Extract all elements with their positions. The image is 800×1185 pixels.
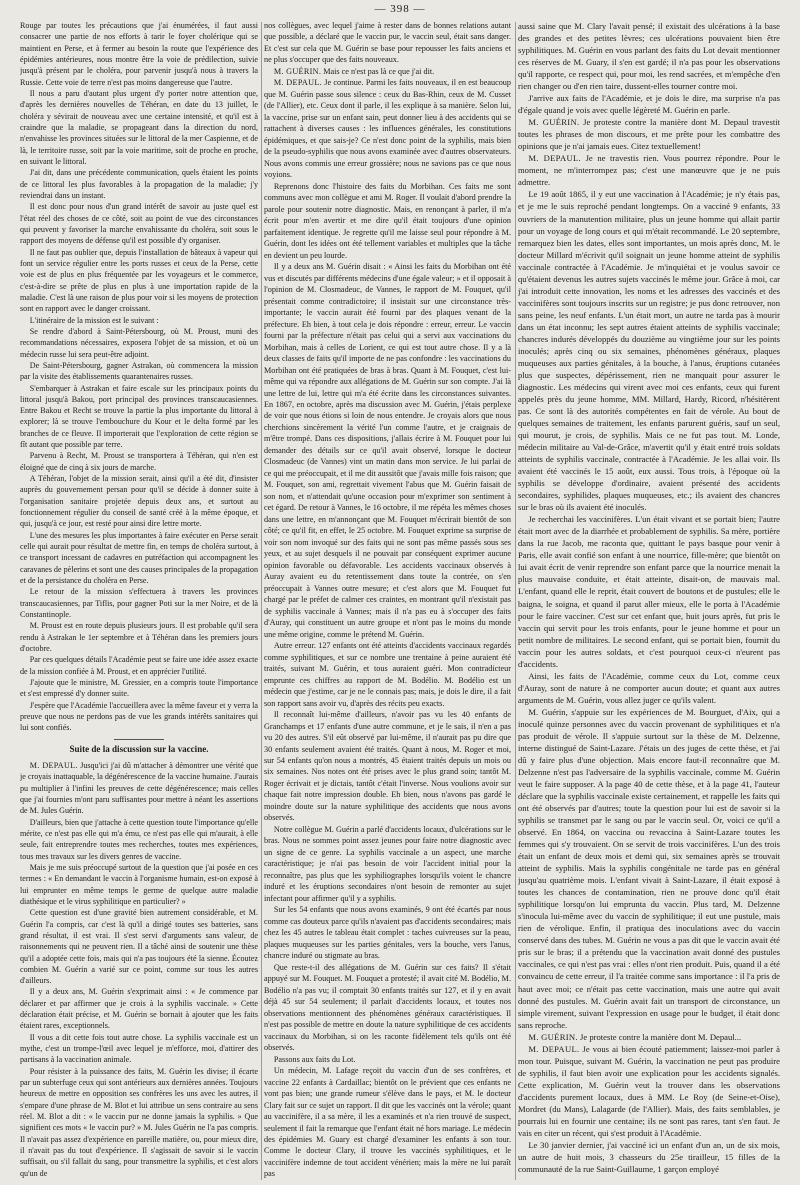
paragraph	[264, 904, 511, 961]
paragraph-text: Je ne travestis rien. Vous pourrez répondre. Pour le moment, ne m'interrompez pas; c'est une manœuvre que je ne puis admettre.	[518, 153, 780, 188]
paragraph	[20, 1066, 258, 1179]
paragraph-text: Passons aux faits du Lot.	[273, 1054, 356, 1064]
text-column-3	[518, 20, 780, 1182]
paragraph	[20, 760, 258, 817]
paragraph	[20, 530, 258, 587]
paragraph-text: Cette question est d'une gravité bien autrement considérable, et M. Guérin l'a compris, car c'est là qu'il a dirigé toutes ses batteries, sans grand résultat, il est vrai. Il s'est servi d'arguments sans valeur, de raisonnements qui ne peuvent rien. Il a tâché ainsi de soutenir une thèse qu'il a adoptée cette fois, mais qui n'a pas toujours été la sienne. Écoutez combien M. Guérin a varié sur ce point, comme sur tous les autres d'ailleurs.	[20, 908, 258, 986]
speaker-name: M. GUÉRIN.	[528, 117, 580, 128]
section-heading-block	[20, 739, 258, 756]
paragraph	[20, 473, 258, 530]
paragraph-text: aussi saine que M. Clary l'avait pensé; il existait des ulcérations à la base des grandes et des petites lèvres; ces ulcérations pouvaient bien être syphilitiques. M. Guérin en vous parlant des faits du Lot devait mentionner ces réserves de M. Guary, il s'en est gardé; il n'a pas pour les observations qu'il rapporte, ce respect qui, pour moi, les rend sacrées, et m'empêche d'en rien changer ou d'en rien taire, dussent-elles tourner contre moi.	[518, 21, 780, 92]
paragraph-text: M. Proust est en route depuis plusieurs jours. Il est probable qu'il sera rendu à Astrakan le 1er septembre et à Téhéran dans les premiers jours d'octobre.	[20, 621, 258, 654]
paragraph	[264, 261, 511, 640]
paragraph	[518, 188, 780, 513]
paragraph	[20, 907, 258, 986]
paragraph	[518, 513, 780, 669]
paragraph	[264, 20, 511, 66]
paragraph-text: Il ne faut pas oublier que, depuis l'installation de bâteaux à vapeur qui font un service régulier entre les ports russes et ceux de la Perse, cette voie est de plus en plus fréquentée par les voyageurs et le commerce, c'est-à-dire se prête de plus en plus à une importation rapide de la maladie. C'est là une raison de plus pour voir si les moyens de protection sont en rapport avec le danger croissant.	[20, 247, 258, 314]
paragraph-text: Parvenu à Recht, M. Proust se transportera à Téhéran, qui n'en est éloigné que de cinq à six jours de marche.	[20, 451, 258, 472]
paragraph-text: Il vous a dit cette fois tout autre chose. La syphilis vaccinale est un mythe, c'est un trompe-l'œil avec lequel je m'efforce, moi, d'attirer des partisans à la vaccination animale.	[20, 1032, 258, 1065]
paragraph-text: Un médecin, M. Lafage reçoit du vaccin d'un de ses confrères, et vaccine 22 enfants à Cardaillac; bientôt on le prévient que ces enfants ne vont pas bien; une grande rumeur s'élève dans le pays, et M. le docteur Clary fait sur ce sujet un rapport. Il dit que les vaccinés ont la vérole; quant au vaccinifère, il a sa mère, il les a examinés et n'a rien trouvé de suspect, seulement il fait la remarque que l'enfant était né hors mariage. Le médecin des épidémies M. Guary est chargé d'examiner les enfants à son tour. Comme le docteur Clary, il trouve les vaccinés syphilitiques, et le vaccinifère indemne de tout accident vénérien; mais la mère ne lui paraît pas	[264, 1066, 511, 1179]
paragraph	[20, 586, 258, 620]
paragraph-text: Il y a deux ans, M. Guérin s'exprimait ainsi : « Je commence par déclarer et par affirmer que je crois à la syphilis vaccinale. » Cette déclaration était précise, et M. Guérin se bornait à ajouter que les faits étaient rares, exceptionnels.	[20, 987, 258, 1031]
paragraph-text: Mais ce n'est pas là ce que j'ai dit.	[323, 66, 435, 76]
paragraph	[518, 152, 780, 188]
text-column-2	[264, 20, 511, 1182]
paragraph-text: Que reste-t-il des allégations de M. Guérin sur ces faits? Il s'était appuyé sur M. Fouquet. M. Fouquet a protesté; il avait cité M. Bodélio, M. Bodélio n'a pas vu; il comptait 30 enfants traités sur 127, et il y en avait déjà 45 sur 54 seulement; il parlait d'accidents locaux, et toutes nos observations mentionnent des phénomènes généraux caractéristiques. Il n'est pas possible de mettre en doute la nature syphilitique de ces accidents vaccinaux du Morbihan, si on les raconte fidèlement tels qu'ils ont été observés.	[264, 962, 511, 1053]
speaker-name: M. DEPAUL.	[528, 153, 581, 164]
paragraph-text: Je proteste contre la manière dont M. Depaul travestit toutes les phrases de mon discours, et me prête pour les combattre des opinions que je n'ai jamais eues. Citez textuellement!	[518, 117, 780, 152]
paragraph-text: De Saint-Pétersbourg, gagner Astrakan, où commencera la mission par la visite des établissements quarantenaires russes.	[20, 360, 258, 382]
speaker-name: M. DEPAUL.	[29, 760, 78, 770]
paragraph-text: Il nous a paru d'autant plus urgent d'y porter notre attention que, d'après les dernières nouvelles de Téhéran, en date du 13 juillet, le choléra y sévirait de nouveau avec une certaine intensité, et qu'il est à craindre que la maladie, se propageant dans la direction du nord, n'envahisse les provinces situées sur le littoral de la mer Caspienne, et de là, le territoire russe, soit par la voie maritime, soit de proche en proche, en suivant le littoral.	[20, 88, 258, 166]
paragraph	[518, 116, 780, 152]
paragraph	[264, 824, 511, 904]
text-column-1	[20, 20, 258, 1182]
paragraph-text: Il y a deux ans M. Guérin disait : « Ainsi les faits du Morbihan ont été vus et discutés par différents médecins d'une égale valeur; » et il opposait à l'opinion de M. Closmadeuc, de Vannes, le rapport de M. Fouquet, qu'il présentait comme contradictoire; il insistait sur une circonstance très-importante; le vaccin aurait été fourni par des plaques venant de la préfecture. Eh bien, à tout cela je dois répondre : erreur, erreur. Le vaccin fourni par la préfecture n'était pas celui qui a servi aux vaccinations du Morbihan, mais à celles de Lorient, ce qui est tout autre chose. Il y a là deux classes de faits qu'il importe de ne pas confondre : les vaccinations du Morbihan ont été pratiquées de bras à bras. Quant à M. Fouquet, c'est lui-même qui va répondre aux allégations de M. Guérin sur son compte. J'ai là une lettre de lui, lettre qui m'a été écrite dans les circonstances suivantes. En 1867, en octobre, après ma discussion avec M. Guérin, j'étais perplexe de voir que nous étions si loin de nous entendre. Je croyais alors que nous cherchions sincèrement la vérité l'un comme l'autre, et je craignais de m'être trompé. Dans ces dispositions, j'allais écrire à M. Fouquet pour lui demander des détails sur ce qu'il avait observé, lorsque le docteur Closmadeuc (de Vannes) vint un matin dans mon service. Je lui parlai de ce qui me préoccupait, et il me dit aussitôt que j'avais mille fois raison; que M. Fouquet, son ami, regrettait vivement l'abus que M. Guérin faisait de son nom, et n'attendait qu'une occasion pour m'exprimer son sentiment à cet égard. De retour à Vannes, le 16 octobre, il me répéta les mêmes choses dans une lettre, en m'annonçant que M. Fouquet m'écrirait bientôt de son côté; ce qu'il fit, en effet, le 25 octobre. M. Fouquet exprime sa surprise de voir son nom invoqué sur des faits qui ne sont pas même passés sous ses yeux, et au sujet desquels il ne pouvait par conséquent exprimer aucune opinion favorable ou défavorable. Les accidents vaccinaux observés à Auray avaient eu du retentissement dans toute la contrée, on s'en préoccupait à Vannes outre mesure; et c'est alors que M. Fouquet fut chargé par le préfet de calmer ces craintes, en montrant qu'il n'existait pas de syphilis vaccinale à Vannes; mais il n'a pas eu à s'occuper des faits d'Auray, qui constituent un autre groupe et n'ont pas le moins du monde une même origine, comme le prétend M. Guérin.	[264, 262, 511, 639]
paragraph-text: A Téhéran, l'objet de la mission serait, ainsi qu'il a été dit, d'insister auprès du gouvernement persan pour qu'il se décide à donner suite à l'organisation sanitaire projetée depuis deux ans, et surtout au fonctionnement régulier du conseil de santé créé à la même époque, et qui, jusqu'à ce jour, est resté pour ainsi dire lettre morte.	[20, 474, 258, 529]
paragraph-text: Je proteste contre la manière dont M. Depaul...	[580, 1031, 742, 1042]
paragraph	[20, 247, 258, 315]
paragraph	[264, 640, 511, 709]
paragraph-text: Se rendre d'abord à Saint-Pétersbourg, où M. Proust, muni des recommandations nécessaires, exposera l'objet de sa mission, et où un médecin russe lui sera peut-être adjoint.	[20, 326, 258, 359]
paragraph	[20, 450, 258, 473]
paragraph-text: Je vous ai bien écouté patiemment; laissez-moi parler à mon tour. Puisque, suivant M. Guérin, la vaccination ne peut pas produire de syphilis, il faut bien avoir une explication pour les accidents signalés. Cette explication, M. Guérin veut la trouver dans les observations d'accidents purement locaux, dues à MM. Le Roy (de Seine-et-Oise), Mordret (du Mans), Lalagarde (de l'Allier). Mais, des faits semblables, je pourrais lui en fournir une centaine; ils ne sont pas rares, tant s'en faut. Je vais en citer un récent, qui s'est produit à l'Académie.	[518, 1043, 780, 1138]
paragraph	[20, 700, 258, 734]
paragraph-text: M. Guérin, s'appuie sur les expériences de M. Bourguet, d'Aix, qui a inoculé quinze personnes avec du vaccin provenant de syphilitiques et n'a pas produit de vérole. Il s'appuie surtout sur la thèse de M. Delzenne, interne distingué de Saint-Lazare. J'étais un des juges de cette thèse, et j'ai dû y faire plus d'une objection. Mais encore faut-il reconnaître que M. Delzenne n'est pas l'adversaire de la syphilis vaccinale, comme M. Guérin veut le faire supposer. A la page 40 de cette thèse, et à la page 41, l'auteur déclare que la syphilis vaccinale existe certainement, et rappelle les faits qui ont été observés par d'autres; toute la question pour lui est de savoir si la syphilis se transmet par le sang ou par le vaccin seul. Or, voici ce qu'il a observé. En 1864, on vaccina ou revaccina à Saint-Lazare toutes les femmes qui s'y trouvaient. On se servit de trois vaccinifères. L'un des trois était un enfant de deux mois et demi qui, six semaines après se trouvait atteint de syphilis. Mais la syphilis congénitale ne tarde pas en général jusqu'au quatrième mois. L'enfant vivait à Saint-Lazare, il était exposé à toutes les chances de contamination, rien ne prouve donc qu'il était syphilitique lorsqu'on lui emprunta du vaccin. Plus tard, M. Delzenne s'inocula lui-même avec du vaccin de syphilitique; il eut une pustule, mais rien de vérolique. Enfin, il pratiqua des inoculations avec du vaccin conservé dans des tubes. M. Guérin ne vous a pas dit que le vaccin avait été pris sur le bras; il a prétendu que la vaccination avait donné des pustules vaccinales, ce qui n'est pas vrai : elles n'ont rien produit. Puis, quand il a été convaincu de cette erreur, il l'a traitée comme sans importance : il l'a pris de haut avec moi; ce n'était pas cette vaccination, mais une autre qui avait donné des pustules. M. Guérin avait fait un transport de circonstance, un simple virement, suivant l'expression en usage pour le budget, il était donc sans reproche.	[518, 706, 780, 1030]
paragraph	[20, 326, 258, 360]
paragraph-text: Je continue. Parmi les faits nouveaux, il en est beaucoup que M. Guérin passe sous silence : ceux du Bas-Rhin, ceux de M. Cusset (de l'Allier), etc. Ceux dont il parle, il les explique à sa manière. Selon lui, la vaccine, prise sur un enfant sain, peut donner lieu à des accidents qui se rattachent à diverses causes : les influences générales, les constitutions épidémiques, et que sais-je? Ce n'est donc point de la syphilis, mais bien de la pseudo-syphilis que nous avons examinée avec d'autres observateurs. Nous avons commis une erreur grossière; nous ne savions pas ce que nous voyions.	[264, 78, 511, 180]
section-heading: Suite de la discussion sur la vaccine.	[69, 744, 209, 755]
speaker-name: M. DEPAUL.	[528, 1043, 580, 1054]
paragraph	[20, 1032, 258, 1066]
paragraph-text: D'ailleurs, bien que j'attache à cette question toute l'importance qu'elle mérite, ce n'est pas elle qui m'a ému, ce n'est pas elle qui m'aurait, à elle seule, fait entreprendre toutes mes recherches, toutes mes expériences, tous mes travaux sur les divers genres de vaccine.	[20, 817, 258, 861]
paragraph-text: J'espère que l'Académie l'accueillera avec la même faveur et y verra la preuve que nous ne perdons pas de vue les grands intérêts sanitaires qui lui sont confiés.	[20, 700, 258, 733]
paragraph	[20, 862, 258, 907]
paragraph	[264, 709, 511, 824]
paragraph	[20, 20, 258, 88]
paragraph	[264, 1065, 511, 1180]
column-divider	[261, 22, 262, 1180]
paragraph-text: nos collègues, avec lequel j'aime à rester dans de bonnes relations autant que possible, a déclaré que le vaccin pur, le vaccin seul, était sans danger. Et c'est sur cela que M. Guérin se base pour repousser les faits anciens et ne plus s'occuper que des faits nouveaux.	[264, 21, 511, 65]
paragraph-text: Ainsi, les faits de l'Académie, comme ceux du Lot, comme ceux d'Auray, sont de nature à ne comporter aucun doute; et quant aux autres arguments de M. Guérin, vous allez juger ce qu'ils valent.	[518, 670, 780, 705]
paragraph-text: Reprenons donc l'histoire des faits du Morbihan. Ces faits me sont communs avec mon collègue et ami M. Roger. Il voulait d'abord prendre la parole pour soutenir notre diagnostic. Mais, en renonçant à parler, il m'a écrit pour m'en avertir et me dire qu'il était toujours d'une opinion parfaitement identique. Je regrette qu'il me laisse seul pour répondre à M. Guérin, dont les idées ont été tellement variables et multiples que la tâche en devient un peu lourde.	[264, 181, 511, 260]
paragraph	[20, 201, 258, 246]
paragraph-text: Pour résister à la puissance des faits, M. Guérin les divise; il écarte par un subterfuge ceux qui sont antérieurs aux dernières années. Toujours heureux de mettre en opposition ses confrères les uns avec les autres, il s'empare d'une phrase de M. Blot et lui attribue un sens contraire au sens réel. M. Blot a dit : « le vaccin pur ne donne jamais la syphilis. » Que signifient ces mots « le vaccin pur? » M. Jules Guérin ne l'a pas compris. Il n'avait pas assez d'expérience en pareille matière, ou, pour mieux dire, il n'avait pas du tout d'expérience. Il s'agissait de savoir si le vaccin suffisait, ou s'il fallait du sang, pour transmettre la syphilis, et c'est alors qu'un de	[20, 1066, 258, 1178]
paragraph-text: Jusqu'ici j'ai dû m'attacher à démontrer une vérité que je croyais inattaquable, la dégénérescence de la vaccine humaine. J'aurais pu multiplier à l'infini les preuves de cette dégénérescence; mais celles que j'ai fournies m'ont paru suffisantes pour mettre à néant les assertions de M. Jules Guérin.	[20, 760, 258, 816]
paragraph-text: J'arrive aux faits de l'Académie, et je dois le dire, ma surprise n'a pas d'égale quand je vois avec quelle légèreté M. Guérin en parle.	[518, 93, 780, 116]
paragraph	[518, 1139, 780, 1175]
paragraph	[264, 77, 511, 180]
paragraph	[264, 1054, 511, 1065]
paragraph	[264, 962, 511, 1054]
paragraph	[518, 670, 780, 706]
paragraph	[264, 181, 511, 261]
speaker-name: M. DEPAUL.	[273, 78, 322, 88]
paragraph-text: Il reconnaît lui-même d'ailleurs, n'avoir pas vu les 40 enfants de Granchamps et 17 enfants d'une autre commune, et je le sais, il n'en a pas vu 20 des autres. S'il eût observé par lui-même, il n'aurait pas pu dire que 30 enfants seulement avaient été traités. Quant à nous, M. Roger et moi, sur 54 enfants qu'on nous a montrés, 45 étaient traités depuis un mois ou six semaines. Nos notes ont été prises avec le plus grand soin; tantôt M. Roger écrivait et je dictais, tantôt c'était l'inverse. Nous voulions avoir sur chaque fait notre impression double. Eh bien, nous n'avons pas gardé le moindre doute sur la nature syphilitique des accidents que nous avons observés.	[264, 710, 511, 823]
paragraph-text: S'embarquer à Astrakan et faire escale sur les principaux points du littoral jusqu'à Bakou, port principal des provinces transcaucasiennes. Entre Bakou et Recht se trouve la partie la plus importante du littoral à explorer; là se trouve l'embouchure du Kour et le delta formé par les branches de ce fleuve. Il importerait que l'exploration de cette région se fît autant que possible par terre.	[20, 383, 258, 450]
paragraph	[20, 986, 258, 1031]
paragraph-text: Par ces quelques détails l'Académie peut se faire une idée assez exacte de la mission confiée à M. Proust, et en apprécier l'utilité.	[20, 655, 258, 676]
paragraph	[20, 383, 258, 451]
speaker-name: M. GUÉRIN.	[528, 1031, 578, 1042]
paragraph-text: Rouge par toutes les précautions que j'ai énumérées, il faut aussi consacrer une partie de nos efforts à tarir le foyer cholérique qui se maintient en Perse, et à fermer au besoin la route que l'expérience des épidémies antérieures, nous montre être la voie de prédilection, suivie jusqu'à présent par le choléra, pour parvenir jusqu'à nous à travers la Russie. Cette voie de terre n'est pas moins dangereuse que l'autre.	[20, 21, 258, 87]
paragraph-text: Il est donc pour nous d'un grand intérêt de savoir au juste quel est l'état réel des choses de ce côté, soit au point de vue des circonstances qui peuvent y favoriser la marche envahissante du choléra, soit sous le rapport des moyens de défense qu'il est possible d'y organiser.	[20, 202, 258, 246]
paragraph	[518, 92, 780, 116]
page-number: — 398 —	[374, 3, 426, 15]
paragraph	[518, 706, 780, 1031]
paragraph	[20, 654, 258, 677]
paragraph-text: Je recherchai les vaccinifères. L'un était vivant et se portait bien; l'autre était mort avec de la diarrhée et probablement de syphilis. Sa mère, portière dans la rue Jacob, me raconta que, quittant le pays basque pour venir à Paris, elle avait confié son enfant à une nourrice, fille-mère; que bientôt on lui avait écrit de venir reprendre son enfant parce que la nourrice menait la plus mauvaise conduite, et était atteinte, disait-on, de mauvais mal. L'enfant, quand elle le reprit, était couvert de boutons et de pustules; elle le baigna, le soigna, et quand il parut aller mieux, elle le porta à l'Académie pour le faire vacciner. C'est sur cet enfant que, huit jours après, fut pris le vaccin qui servit pour les trois enfants, pour le jeune homme et pour un petit nombre de militaires. Le second enfant, qui se portait bien, fournit du vaccin pour les autres soldats, et c'est pourquoi ceux-ci n'eurent pas d'accidents.	[518, 514, 780, 669]
paragraph	[518, 1031, 780, 1043]
paragraph-text: Sur les 54 enfants que nous avons examinés, 9 ont été écartés par nous comme cas douteux parce qu'ils n'avaient pas d'accidents secondaires; mais chez les 45 autres le tableau était complet : taches cuivreuses sur la peau, plaques muqueuses sur les parties génitales, vers la bouche, vers l'anus, chancre induré ou stigmate au bras.	[264, 905, 511, 961]
paragraph-text: J'ai dit, dans une précédente communication, quels étaient les points de ce littoral les plus favorables à la propagation de la maladie; j'y reviendrai dans un instant.	[20, 168, 258, 200]
speaker-name: M. GUÉRIN.	[273, 66, 322, 76]
paragraph	[20, 167, 258, 201]
paragraph-text: Autre erreur. 127 enfants ont été atteints d'accidents vaccinaux regardés comme syphilitiques, et sur ce nombre une trentaine à peine auraient été traités, suivant M. Guérin, et tous auraient guéri. Mon contradicteur emprunte ces chiffres au rapport de M. Bodélio. M. Bodélio est un médecin que j'estime, car je ne le connais pas; mais, je dois le dire, il a fait son rapport sans avoir vu, d'après des récits peu exacts.	[264, 641, 511, 708]
paragraph-text: Le 30 janvier dernier, j'ai vacciné ici un enfant d'un an, un de six mois, un autre de huit mois, 3 chasseurs du 25e tirailleur, 15 filles de la communauté de la rue Saint-Guillaume, 1 garçon employé	[518, 1139, 780, 1174]
paragraph-text: L'itinéraire de la mission est le suivant :	[29, 315, 159, 325]
heading-rule	[114, 739, 164, 740]
paragraph-text: L'une des mesures les plus importantes à faire exécuter en Perse serait celle qui aurait pour résultat de mettre fin, en temps de choléra surtout, à ce transport incessant de cadavres en putréfaction qui accompagnent les caravanes de pèlerins et sont une des causes principales de la propagation et de la persistance du choléra en Perse.	[20, 530, 258, 586]
paragraph	[20, 817, 258, 862]
paragraph	[264, 66, 511, 77]
paragraph	[518, 1043, 780, 1139]
paragraph-text: J'ajoute que le ministre, M. Gressier, en a compris toute l'importance et s'est empressé d'y donner suite.	[20, 678, 258, 699]
paragraph-text: Le 19 août 1865, il y eut une vaccination à l'Académie; je n'y étais pas, et je me le suis reproché pendant longtemps. On a vacciné 9 enfants, 33 ouvriers de la manutention militaire, plus un jeune homme qui allait partir pour un voyage de long cours et qui m'était recommandé. Le 20 septembre, remarquez bien les dates, elles sont importantes, un mois après donc, M. le docteur Millard m'écrivit qu'il soignait un jeune homme atteint de syphilis vaccinale contractée à l'Académie. Je m'inquiétai et je voulus savoir ce qu'étaient devenus les autres sujets vaccinés le même jour. Grâce à moi, car j'ai introduit cette innovation, les noms et les adresses des vaccinés et des vaccinifères sont toujours inscrits sur un registre; je pus donc retrouver, non sans peine, les neuf enfants. L'un était mort, un autre ne tarda pas à mourir dans un état inconnu; les sept autres étaient atteints de syphilis vaccinale; chancres indurés développés du douzième au vingtième jour sur les points inoculés; après cinq ou six semaines, phénomènes généraux, plaques muqueuses aux parties génitales, à la bouche, à l'anus, éruptions cutanées plus que suspectes, dépérissement, rien ne manquait pour assurer le diagnostic. Les médecins qui virent avec moi ces enfants, ceux qui furent appelés près du jeune homme, MM. Millard, Hardy, Ricord, n'hésitèrent pas. Ce sont là des autorités compétentes en fait de vérole. Au bout de quelques semaines de traitement, les enfants parurent guéris, sauf un seul, qui mourut, je crois, de syphilis. Mais ce ne fut pas tout. M. Londe, médecin militaire au Val-de-Grâce, m'avertit qu'il y était entré trois soldats atteints de syphilis vaccinale, contractée à l'Académie. Je les allai voir. Ils avaient été vaccinés le 15 août, eux aussi. Tous trois, à l'époque où la syphilis se développe d'ordinaire, avaient présenté des accidents secondaires, syphilides, plaques muqueuses, etc.; ils avaient des chancres sur le bras où ils avaient été inoculés.	[518, 189, 780, 513]
column-divider	[515, 22, 516, 1180]
paragraph	[518, 20, 780, 92]
paragraph-text: Notre collègue M. Guérin a parlé d'accidents locaux, d'ulcérations sur le bras. Nous ne sommes point assez jeunes pour faire notre diagnostic avec un signe de ce genre. La syphilis vaccinale a un aspect, une marche caractéristique; je n'ai pas besoin de voir l'accident initial pour la reconnaître, pas plus que les syphiliographes lorsqu'ils voient le chancre induré et les éruptions secondaires n'ont besoin de remonter au sujet infectant pour affirmer qu'il y a syphilis.	[264, 824, 511, 903]
paragraph	[20, 620, 258, 654]
paragraph-text: Le retour de la mission s'effectuera à travers les provinces transcaucasiennes, par Tiflis, pour gagner Poti sur la mer Noire, et de là Constantinople.	[20, 587, 258, 620]
paragraph	[20, 360, 258, 383]
paragraph-text: Mais je me suis préoccupé surtout de la question que j'ai posée en ces termes : « En demandant le vaccin à l'organisme humain, est-on exposé à lui emprunter en même temps le germe de quelque autre maladie diathésique et le virus syphilitique en particulier? »	[20, 862, 258, 906]
paragraph	[20, 315, 258, 326]
paragraph	[20, 88, 258, 167]
paragraph	[20, 677, 258, 700]
